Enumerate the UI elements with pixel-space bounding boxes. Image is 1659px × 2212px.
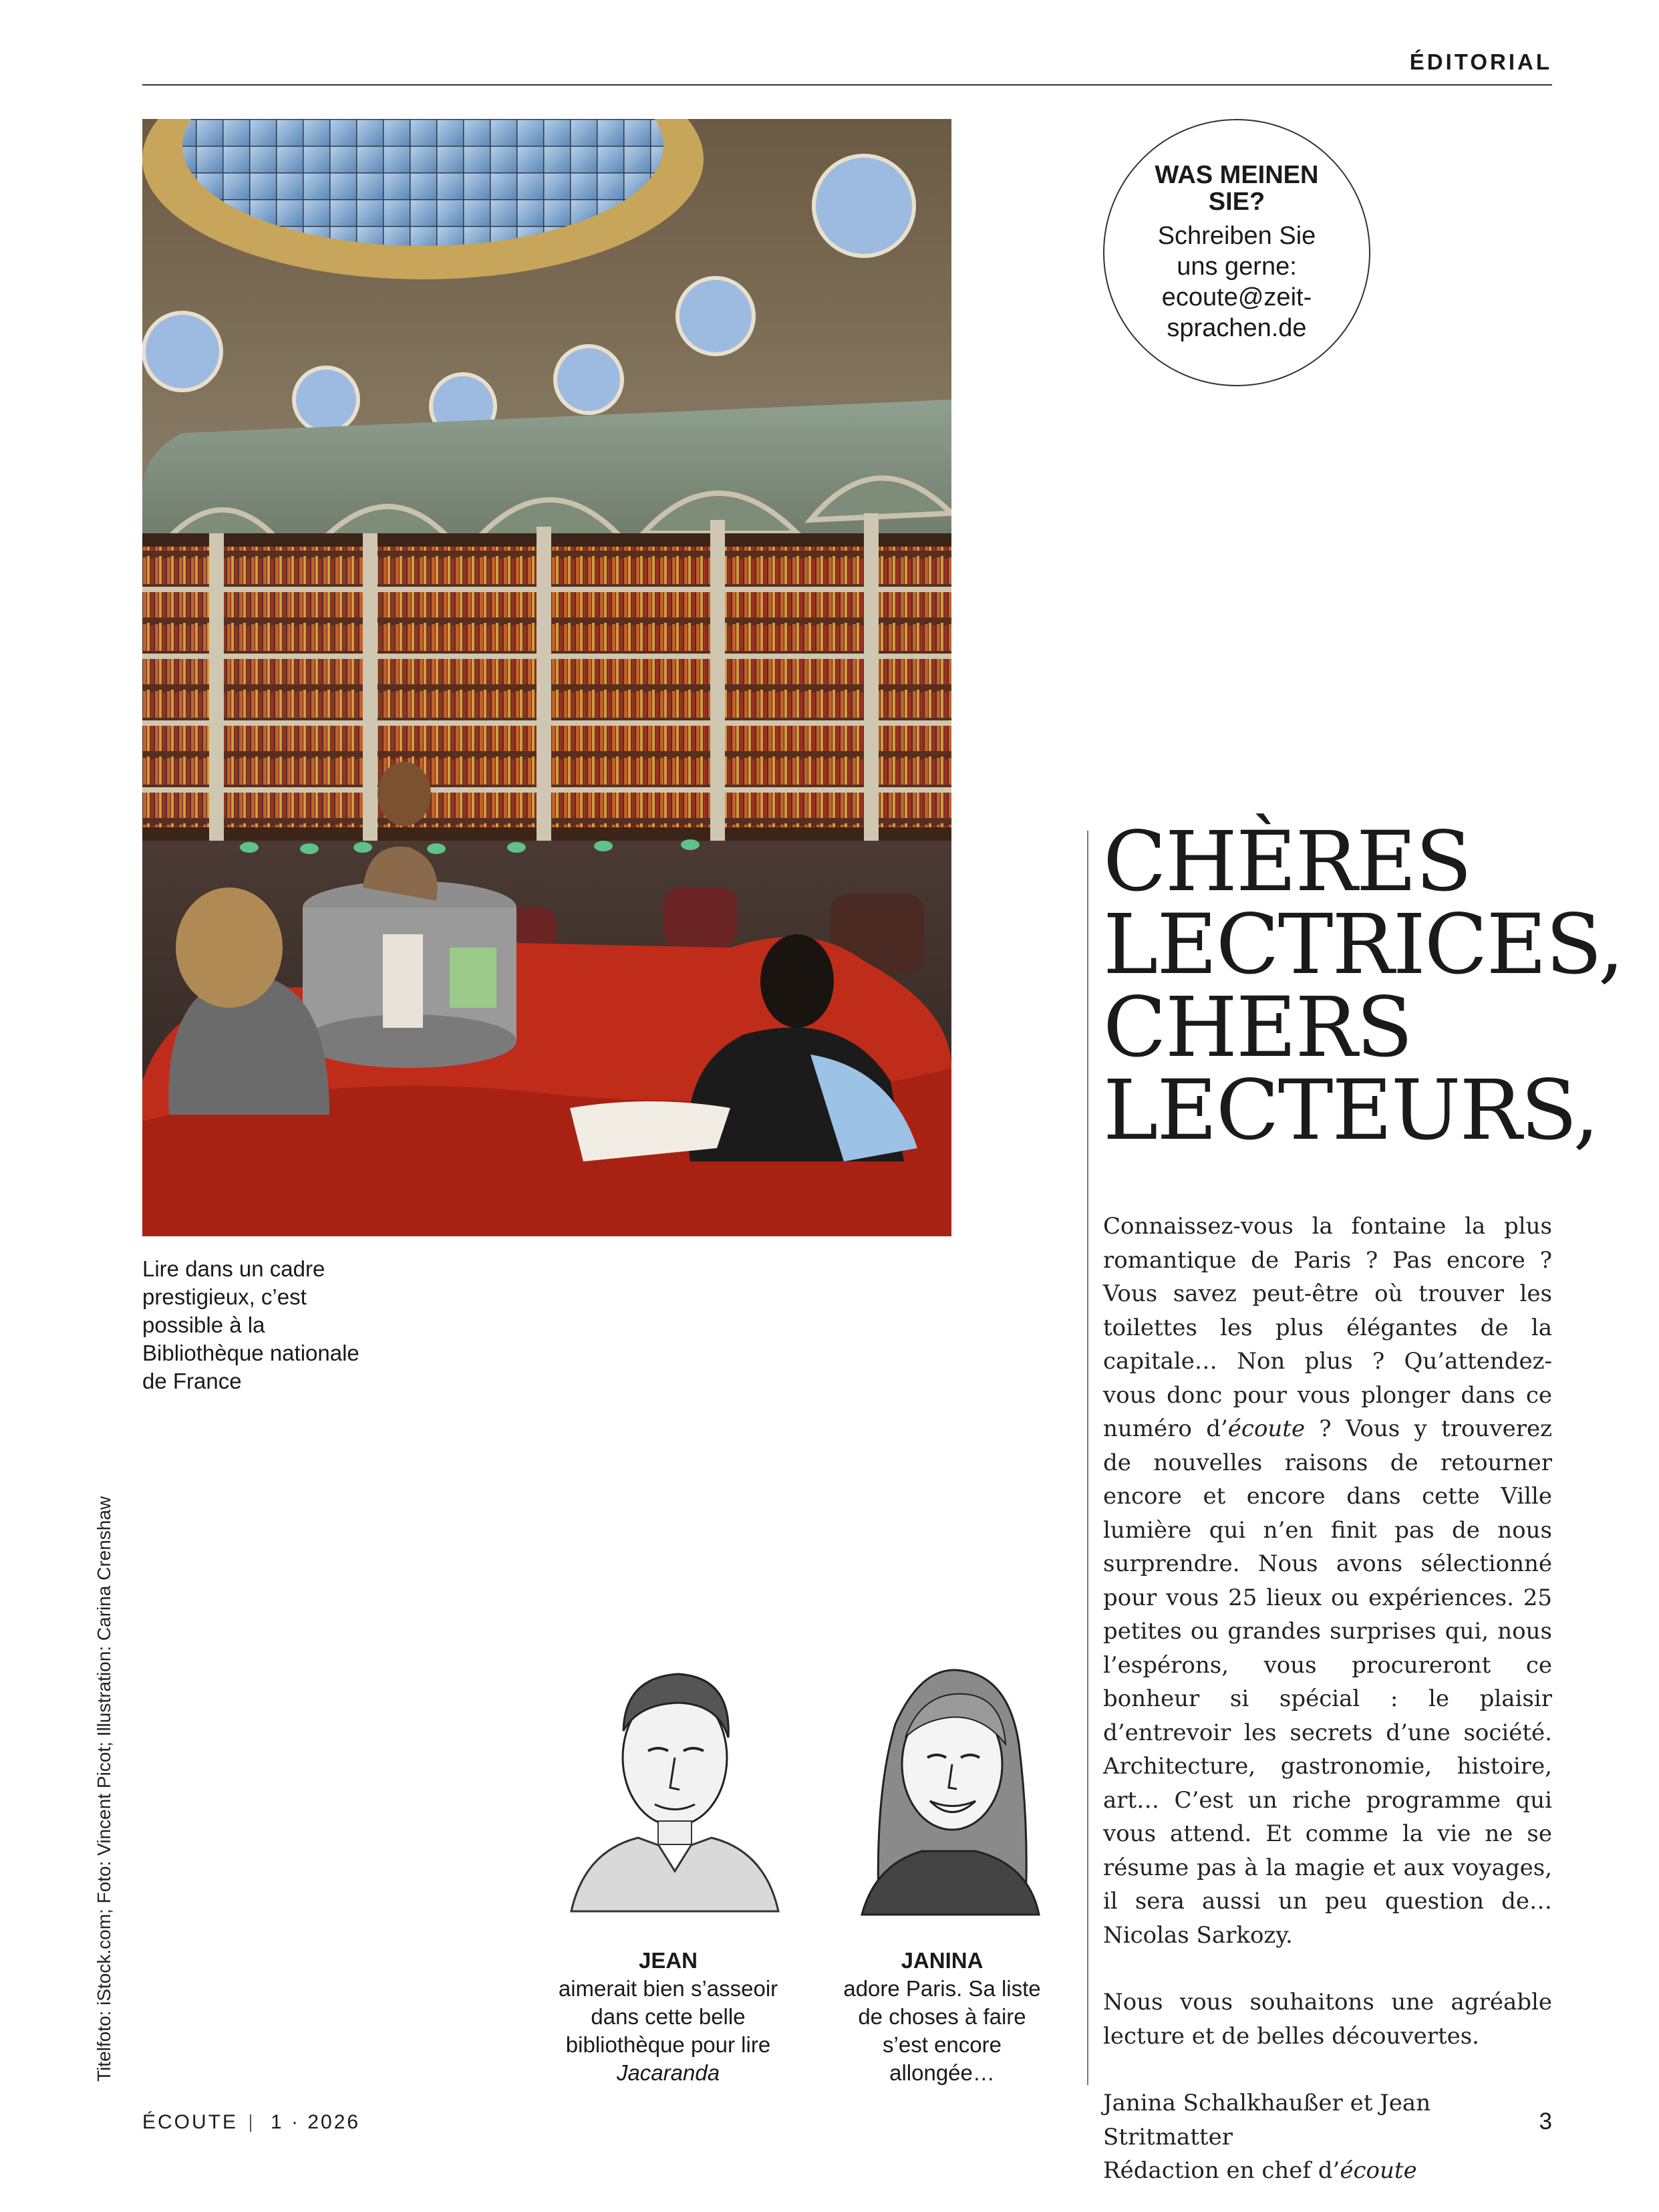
headline-line: CHÈRES [1103, 814, 1471, 910]
janina-portrait-illustration [849, 1651, 1049, 1918]
headline-line: LECTRICES, [1103, 897, 1624, 993]
header-rule [142, 84, 1552, 86]
headline-line: CHERS [1103, 980, 1412, 1076]
photo-caption: Lire dans un cadre prestigieux, c’est possible à la Bibliothèque nationale de France [142, 1256, 359, 1393]
closing-paragraph: Nous vous souhaitons une agréable lecture et de belles découvertes. [1103, 1989, 1552, 2050]
signature-names: Janina Schalkhaußer et Jean Stritmatter [1103, 2090, 1431, 2151]
author-name: JEAN [638, 1948, 698, 1973]
column-rule [1087, 831, 1088, 2085]
body-paragraph [1103, 1210, 1552, 1952]
signature [1103, 2086, 1552, 2188]
author-bio-text: adore Paris. Sa liste de choses à faire s’est encore allongée… [843, 1976, 1041, 2085]
jean-portrait-illustration [565, 1651, 785, 1918]
callout-email-text[interactable]: Schreiben Sie uns gerne: ecoute@zeit-sprachen.de [1157, 222, 1316, 342]
author-name: JANINA [901, 1948, 984, 1973]
body-text: ? Vous y trouverez de nouvelles raisons de retourner encore et encore dans cette Ville lumière qui n’en finit pas de nous surprendre. Nous avons sélectionné pour vous 25 lieux ou expériences. 25 petites ou grandes surprises qui, nous l’espérons, vous procureront ce bonheur si spécial : le plaisir d’entrevoir les secrets d’une société. Architecture, gastronomie, histoire, art… C’est un riche programme qui vous attend. Et comme la vie ne se résume pas à la magie et aux voyages, il sera aussi un peu question de… Nicolas Sarkozy. [1103, 1415, 1552, 1949]
library-photo [142, 119, 951, 1236]
editorial-headline [1103, 814, 1624, 1159]
editorial-body [1103, 1210, 1552, 2188]
photo-credits: Titelfoto: iStock.com; Foto: Vincent Picot; Illustration: Carina Crenshaw [94, 1496, 114, 2082]
janina-bio [835, 1947, 1049, 2087]
section-label: ÉDITORIAL [1409, 49, 1552, 74]
feedback-callout [1103, 119, 1370, 386]
page-number: 3 [1539, 2108, 1552, 2134]
jean-bio [555, 1947, 782, 2087]
magazine-name: écoute [1227, 1415, 1306, 1442]
signature-role [1103, 2154, 1552, 2188]
footer-separator [250, 2114, 251, 2132]
magazine-name: écoute [1340, 2157, 1417, 2184]
footer-magazine-name: ÉCOUTE [142, 2111, 239, 2133]
callout-title: WAS MEINEN SIE? [1155, 161, 1319, 216]
footer-issue: 1 · 2026 [271, 2111, 361, 2133]
library-photo-illustration [142, 119, 951, 1236]
book-title: Jacaranda [616, 2060, 720, 2085]
signature-role-text: Rédaction en chef d’ [1103, 2157, 1340, 2184]
author-bio-text: aimerait bien s’asseoir dans cette belle bibliothèque pour lire [558, 1976, 778, 2057]
headline-line: LECTEURS, [1103, 1063, 1598, 1159]
body-text: Connaissez-vous la fontaine la plus romantique de Paris ? Pas encore ? Vous savez peut-être où trouver les toilettes les plus élégantes de la capitale… Non plus ? Qu’attendez-vous donc pour vous plonger dans ce numéro d’ [1103, 1213, 1552, 1442]
